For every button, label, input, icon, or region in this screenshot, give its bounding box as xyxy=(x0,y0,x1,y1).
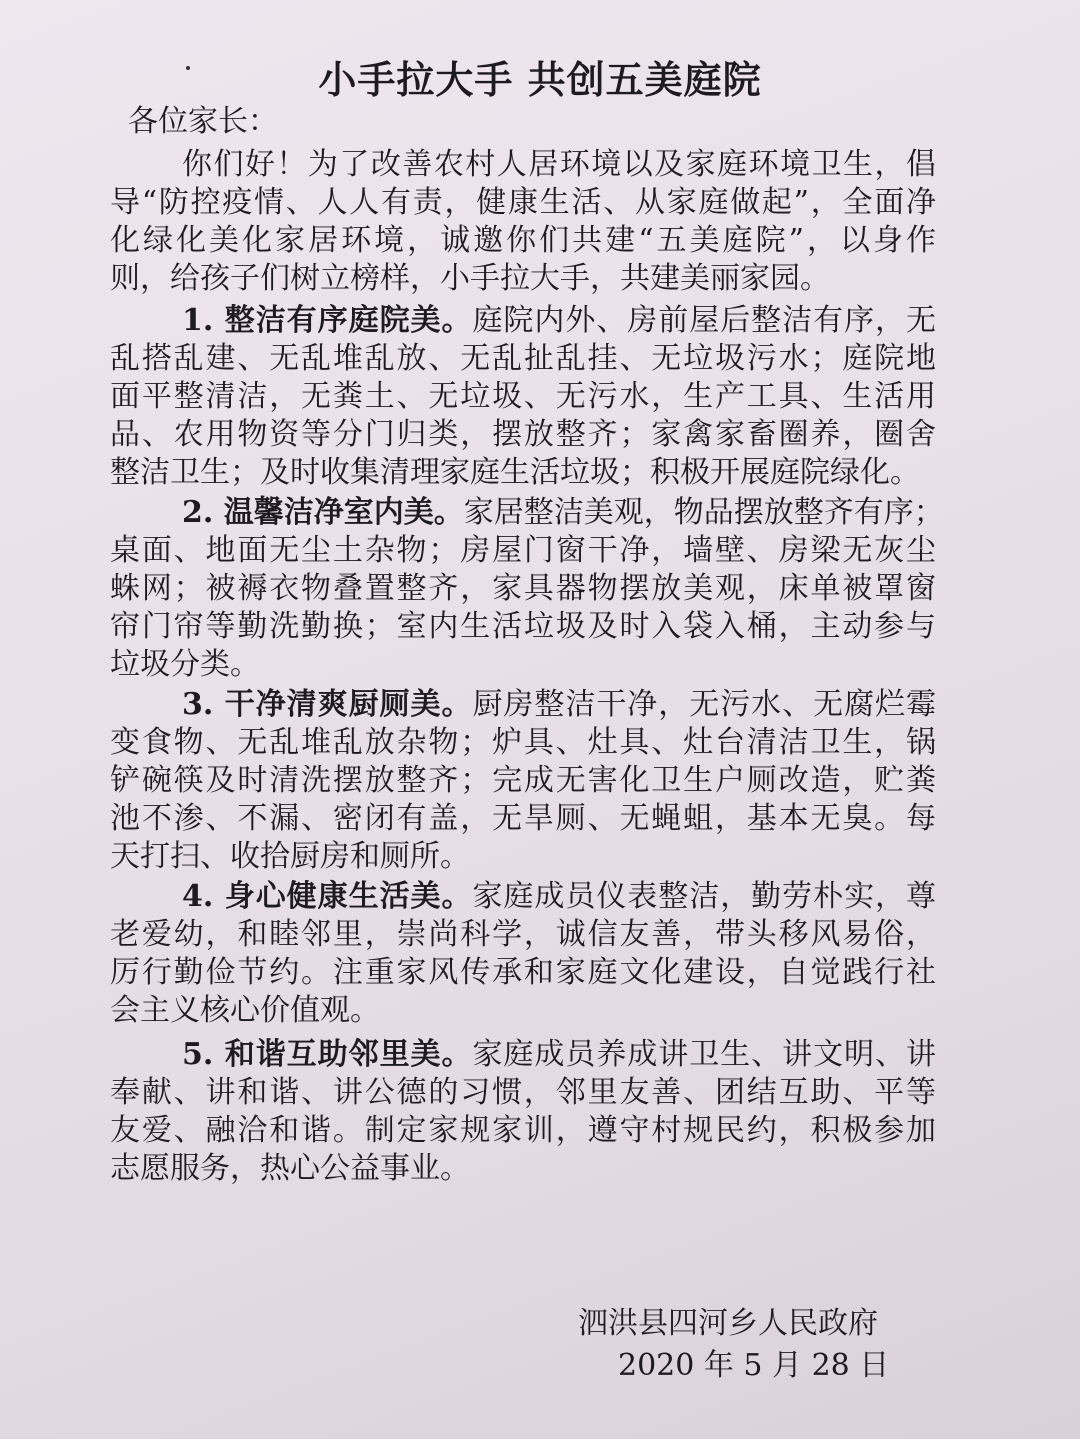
item-text: 家庭成员养成讲卫生、讲文明、讲 xyxy=(472,1037,937,1072)
text-line: 池不渗、不漏、密闭有盖，无旱厕、无蝇蛆，基本无臭。每 xyxy=(110,801,936,836)
item-paragraph-2 xyxy=(110,494,944,684)
item-text: 庭院内外、房前屋后整洁有序，无 xyxy=(472,303,937,338)
text-line: 铲碗筷及时清洗摆放整齐；完成无害化卫生户厕改造，贮粪 xyxy=(110,763,936,798)
item-heading: 2. 温馨洁净室内美。 xyxy=(182,495,464,530)
text-line: 则，给孩子们树立榜样，小手拉大手，共建美丽家园。 xyxy=(110,261,830,296)
text-line: 帘门帘等勤洗勤换；室内生活垃圾及时入袋入桶，主动参与 xyxy=(110,609,936,644)
signature-date: 2020 年 5 月 28 日 xyxy=(618,1348,890,1383)
text-line xyxy=(110,686,936,724)
text-line: 化绿化美化家居环境，诚邀你们共建“五美庭院”，以身作 xyxy=(110,223,936,258)
text-line: 乱搭乱建、无乱堆乱放、无乱扯乱挂、无垃圾污水；庭院地 xyxy=(110,341,936,376)
text-line xyxy=(110,302,936,340)
item-heading: 1. 整洁有序庭院美。 xyxy=(182,303,473,338)
text-line: 友爱、融洽和谐。制定家规家训，遵守村规民约，积极参加 xyxy=(110,1113,936,1148)
item-paragraph-1 xyxy=(110,302,936,492)
item-heading: 4. 身心健康生活美。 xyxy=(182,879,473,914)
signature-issuer: 泗洪县四河乡人民政府 xyxy=(578,1306,878,1341)
text-line: 垃圾分类。 xyxy=(110,647,260,682)
text-line: 导“防控疫情、人人有责，健康生活、从家庭做起”，全面净 xyxy=(110,185,936,220)
item-heading: 5. 和谐互助邻里美。 xyxy=(182,1037,473,1072)
text-line: 面平整清洁，无粪土、无垃圾、无污水，生产工具、生活用 xyxy=(110,379,936,414)
item-text: 厨房整洁干净，无污水、无腐烂霉 xyxy=(472,687,937,722)
salutation: 各位家长： xyxy=(128,104,278,139)
item-text: 家居整洁美观，物品摆放整齐有序； xyxy=(463,495,944,530)
intro-paragraph xyxy=(110,146,936,298)
text-line: 你们好！为了改善农村人居环境以及家庭环境卫生，倡 xyxy=(182,147,936,182)
item-heading: 3. 干净清爽厨厕美。 xyxy=(182,687,473,722)
item-paragraph-4 xyxy=(110,878,936,1030)
item-paragraph-5 xyxy=(110,1036,936,1188)
document-title: 小手拉大手 共创五美庭院 xyxy=(318,57,762,102)
text-line: 会主义核心价值观。 xyxy=(110,993,380,1028)
text-line: 老爱幼，和睦邻里，崇尚科学，诚信友善，带头移风易俗， xyxy=(110,917,936,952)
text-line xyxy=(110,494,944,532)
text-line: 蛛网；被褥衣物叠置整齐，家具器物摆放美观，床单被罩窗 xyxy=(110,571,936,606)
text-line xyxy=(110,1036,936,1074)
text-line: 天打扫、收拾厨房和厕所。 xyxy=(110,839,470,874)
text-line xyxy=(110,878,936,916)
item-paragraph-3 xyxy=(110,686,936,876)
text-line: 桌面、地面无尘土杂物；房屋门窗干净，墙壁、房梁无灰尘 xyxy=(110,533,936,568)
text-line: 变食物、无乱堆乱放杂物；炉具、灶具、灶台清洁卫生，锅 xyxy=(110,725,936,760)
text-line: 品、农用物资等分门归类，摆放整齐；家禽家畜圈养，圈舍 xyxy=(110,417,936,452)
text-line: 整洁卫生；及时收集清理家庭生活垃圾；积极开展庭院绿化。 xyxy=(110,455,920,490)
item-text: 家庭成员仪表整洁，勤劳朴实，尊 xyxy=(472,879,937,914)
text-line: 奉献、讲和谐、讲公德的习惯，邻里友善、团结互助、平等 xyxy=(110,1075,936,1110)
text-line: 志愿服务，热心公益事业。 xyxy=(110,1151,470,1186)
text-line: 厉行勤俭节约。注重家风传承和家庭文化建设，自觉践行社 xyxy=(110,955,936,990)
